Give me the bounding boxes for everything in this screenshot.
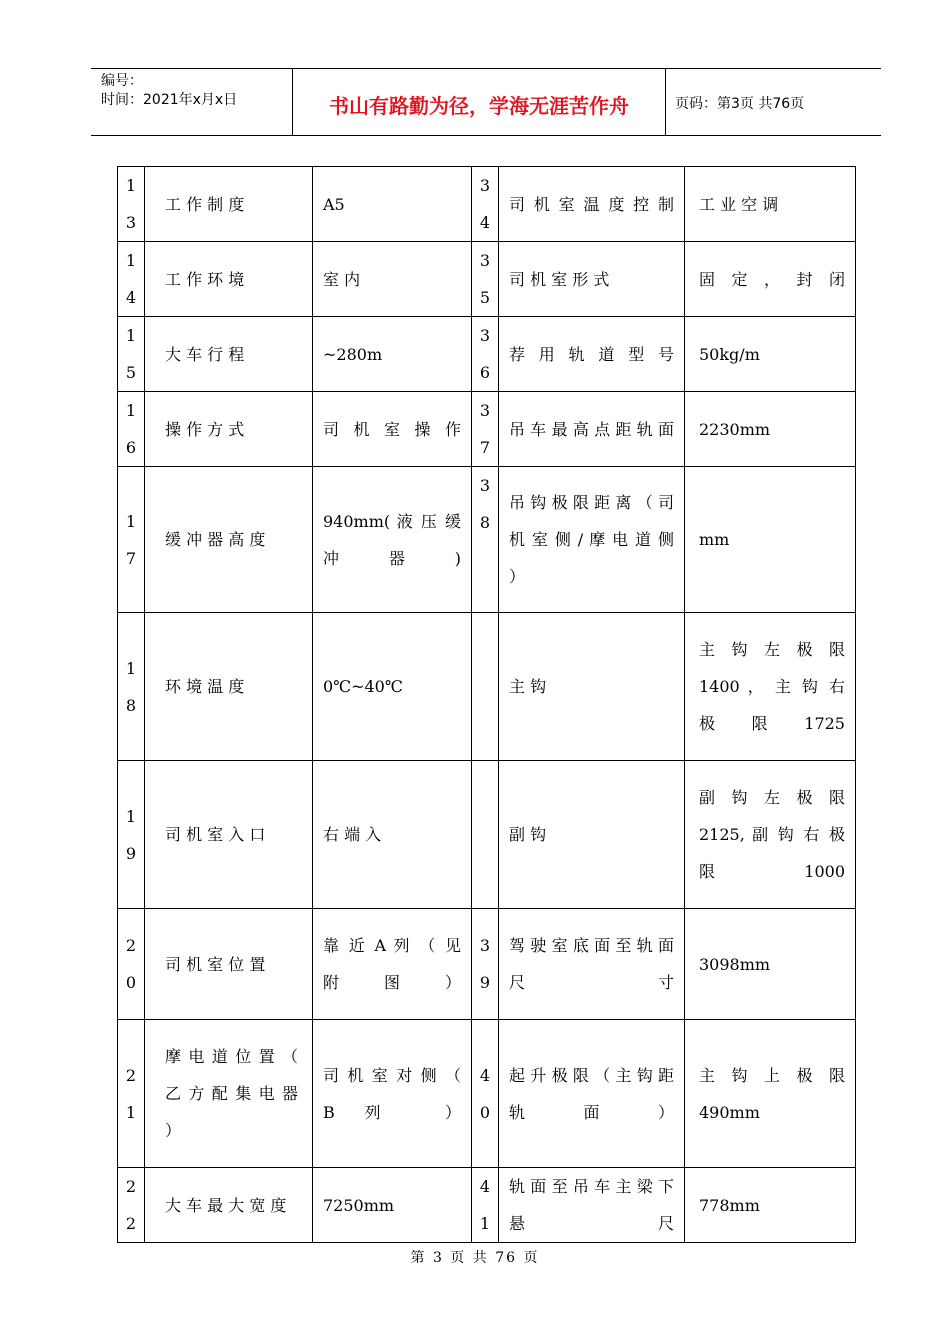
item-name-2: 驾 驶 室 底 面 至 轨 面 尺 寸 [499,909,685,1020]
item-name: 工 作 制 度 [145,167,313,242]
item-value-2: 50kg/m [685,317,856,392]
item-value-2: 主 钩 上 极 限 490mm [685,1020,856,1168]
item-value-2: 工 业 空 调 [685,167,856,242]
table-row [118,909,856,1020]
item-value-2: 778mm [685,1168,856,1243]
row-number: 17 [118,467,145,613]
item-value: 940mm( 液 压 缓 冲 器 ) [313,467,472,613]
item-value-2: 固 定 ， 封 闭 [685,242,856,317]
item-name-2: 司 机 室 温 度 控 制 [499,167,685,242]
item-name: 大 车 行 程 [145,317,313,392]
item-value: 司 机 室 对 侧 （ B列 ） [313,1020,472,1168]
row-number-2: 41 [472,1168,499,1243]
item-name-2: 司 机 室 形 式 [499,242,685,317]
item-name: 缓 冲 器 高 度 [145,467,313,613]
row-number: 16 [118,392,145,467]
table-row [118,167,856,242]
header-motto: 书山有路勤为径，学海无涯苦作舟 [329,94,629,118]
row-number-2: 34 [472,167,499,242]
spec-table [117,166,856,1243]
item-name-2: 荐 用 轨 道 型 号 [499,317,685,392]
table-row [118,392,856,467]
header-page-label: 页码：第3页 共76页 [675,96,805,112]
row-number: 15 [118,317,145,392]
item-value: 室 内 [313,242,472,317]
table-row [118,613,856,761]
table-row [118,761,856,909]
item-name: 摩 电 道 位 置 （ 乙 方 配 集 电 器 ） [145,1020,313,1168]
item-value-2: 副 钩 左 极 限 2125, 副 钩 右 极 限 1000 [685,761,856,909]
table-row [118,467,856,613]
item-name: 操 作 方 式 [145,392,313,467]
row-number-2: 38 [472,467,499,613]
item-value: 7250mm [313,1168,472,1243]
page-header [91,68,881,136]
item-value-2: 2230mm [685,392,856,467]
item-name: 大 车 最 大 宽 度 [145,1168,313,1243]
item-value-2: 3098mm [685,909,856,1020]
item-name-2: 吊 钩 极 限 距 离 （ 司 机 室 侧 / 摩 电 道 侧 ） [499,467,685,613]
item-name: 司 机 室 入 口 [145,761,313,909]
table-row [118,1168,856,1243]
row-number: 13 [118,167,145,242]
item-value: 0℃~40℃ [313,613,472,761]
item-value: A5 [313,167,472,242]
item-name-2: 起 升 极 限 （ 主 钩 距 轨 面 ） [499,1020,685,1168]
row-number: 22 [118,1168,145,1243]
table-row [118,242,856,317]
row-number-2: 37 [472,392,499,467]
time-label: 时间：2021年x月x日 [101,92,238,108]
row-number: 20 [118,909,145,1020]
header-meta [101,72,237,110]
row-number: 21 [118,1020,145,1168]
row-number: 19 [118,761,145,909]
header-bottom-rule [91,135,881,136]
item-value: 靠 近 A 列 （ 见 附 图 ） [313,909,472,1020]
row-number-2: 40 [472,1020,499,1168]
header-divider-right [665,68,666,136]
item-value: 右 端 入 [313,761,472,909]
row-number-2 [472,613,499,761]
row-number: 18 [118,613,145,761]
item-name-2: 副 钩 [499,761,685,909]
item-name-2: 轨 面 至 吊 车 主 梁 下 悬 尺 [499,1168,685,1243]
row-number-2: 35 [472,242,499,317]
item-name-2: 吊 车 最 高 点 距 轨 面 [499,392,685,467]
item-name: 环 境 温 度 [145,613,313,761]
item-value-2: 主 钩 左 极 限 1400 ， 主 钩 右 极 限 1725 [685,613,856,761]
row-number: 14 [118,242,145,317]
item-name: 司 机 室 位 置 [145,909,313,1020]
item-name: 工 作 环 境 [145,242,313,317]
header-top-rule [91,68,881,69]
item-value-2: mm [685,467,856,613]
row-number-2: 36 [472,317,499,392]
row-number-2 [472,761,499,909]
item-name-2: 主 钩 [499,613,685,761]
item-value: ~280m [313,317,472,392]
table-row [118,1020,856,1168]
item-value: 司 机 室 操 作 [313,392,472,467]
page-footer: 第 3 页 共 76 页 [410,1250,540,1266]
row-number-2: 39 [472,909,499,1020]
table-row [118,317,856,392]
number-label: 编号： [101,73,143,89]
